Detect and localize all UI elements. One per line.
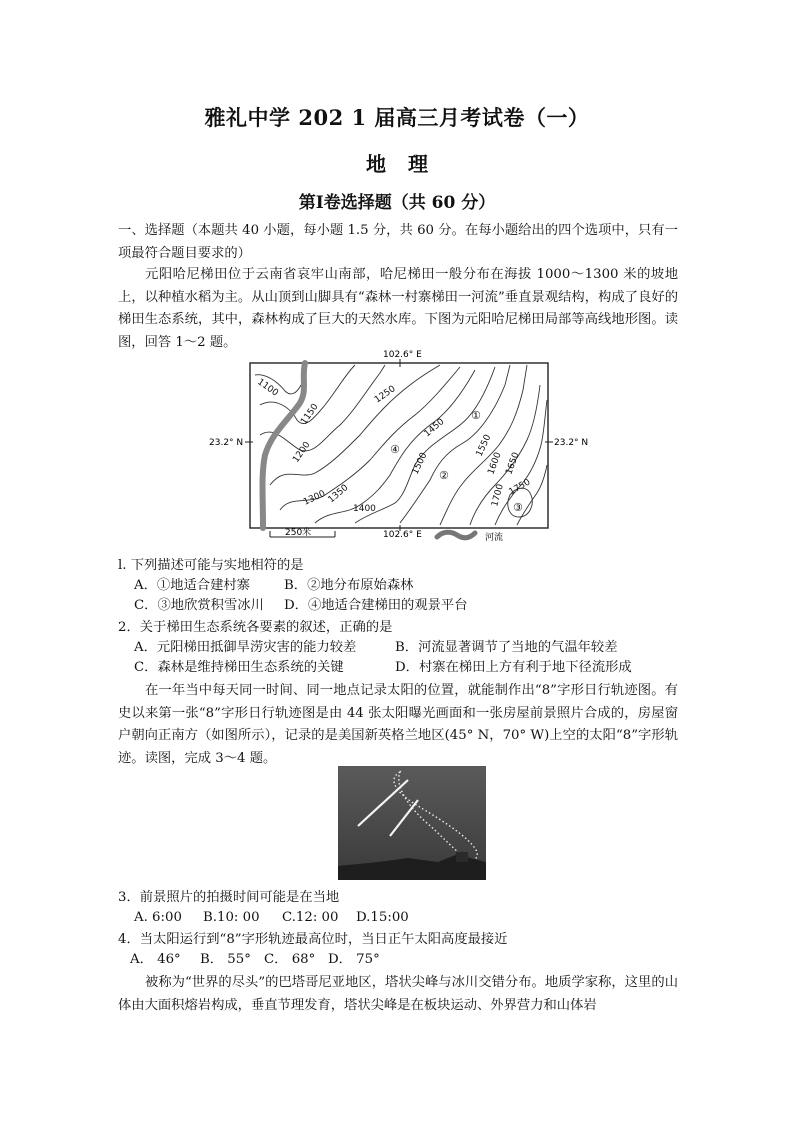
q2-option-c: C．森林是维持梯田生态系统的关键 (134, 660, 344, 675)
marker-4: ④ (390, 443, 400, 456)
q3-option-c: C.12: 00 (282, 910, 339, 925)
lat-label-left: 23.2° N (209, 438, 244, 448)
contour-label: 1700 (490, 483, 506, 508)
contour-map (205, 345, 600, 550)
subject-title: 地理 (366, 152, 450, 176)
contour-label: 1500 (410, 451, 430, 477)
contour-label: 1450 (422, 416, 447, 440)
contour-label: 1350 (326, 482, 351, 506)
q4-option-a: A． 46° (130, 952, 181, 967)
q3-stem: 3．前景照片的拍摄时间可能是在当地 (118, 890, 340, 905)
river-legend-symbol (437, 532, 475, 538)
q1-stem: l. 下列描述可能与实地相符的是 (118, 558, 304, 573)
q2-option-b: B．河流显著调节了当地的气温年较差 (395, 640, 618, 655)
lon-label-top: 102.6° E (383, 350, 422, 360)
contour-label: 1750 (507, 477, 533, 498)
contour-label: 1200 (291, 440, 313, 465)
contour-label: 1100 (255, 377, 280, 399)
contour-label: 1550 (474, 433, 494, 459)
contour-label: 1250 (372, 384, 398, 406)
q4-option-d: D． 75° (328, 952, 380, 967)
river-legend-label: 河流 (485, 533, 504, 543)
instructions: 一、选择题（本题共 40 小题，每小题 1.5 分，共 60 分。在每小题给出的四个选项中，只有一项最符合题目要求的） (118, 223, 678, 261)
marker-3: ③ (513, 501, 523, 514)
q4-stem: 4．当太阳运行到“8”字形轨迹最高位时，当日正午太阳高度最接近 (118, 932, 508, 947)
passage-3: 被称为“世界的尽头”的巴塔哥尼亚地区，塔状尖峰与冰川交错分布。地质学家称，这里的山体由大面积熔岩构成，垂直节理发育，塔状尖峰是在板块运动、外界营力和山体岩 (118, 975, 678, 1013)
q4-option-b: B． 55° (200, 952, 251, 967)
q1-option-c: C．③地欣赏积雪冰川 (134, 598, 264, 613)
lat-label-right: 23.2° N (554, 438, 589, 448)
scale-label: 250米 (285, 528, 312, 538)
q2-option-a: A．元阳梯田抵御旱涝灾害的能力较差 (134, 640, 357, 655)
passage-2: 在一年当中每天同一时间、同一地点记录太阳的位置，就能制作出“8”字形日行轨迹图。有史以来第一张“8”字形日行轨迹图是由 44 张太阳曝光画面和一张房屋前景照片合成的，房屋窗户朝向正南方（如图所示），记录的是美国新英格兰地区(45° N，70° W)上空的太阳“8”字形轨迹。读图，完成 3～4 题。 (118, 683, 678, 766)
q3-option-a: A. 6:00 (134, 910, 182, 925)
passage-1: 元阳哈尼梯田位于云南省哀牢山南部，哈尼梯田一般分布在海拔 1000～1300 米的坡地上，以种植水稻为主。从山顶到山脚具有“森林一村寨梯田一河流”垂直景观结构，构成了良好的梯田生态系统，其中，森林构成了巨大的天然水库。下图为元阳哈尼梯田局部等高线地形图。读图，回答 1～2 题。 (118, 267, 678, 350)
q1-option-d: D．④地适合建梯田的观景平台 (284, 598, 468, 613)
q1-option-a: A．①地适合建村寨 (134, 578, 250, 593)
marker-2: ② (439, 469, 449, 482)
lon-label-bottom: 102.6° E (383, 530, 422, 540)
contour-label: 1300 (302, 488, 328, 508)
q2-option-d: D．村寨在梯田上方有利于地下径流形成 (395, 660, 632, 675)
q3-option-d: D.15:00 (356, 910, 409, 925)
contour-label: 1150 (299, 402, 321, 427)
section-title: 第Ⅰ卷选择题（共 60 分） (298, 193, 496, 213)
contour-label: 1600 (486, 451, 504, 477)
q4-option-c: C． 68° (264, 952, 316, 967)
analemma-photo (338, 766, 486, 880)
q3-option-b: B.10: 00 (203, 910, 260, 925)
exam-title: 雅礼中学 202 1 届高三月考试卷（一） (204, 105, 590, 130)
q2-stem: 2．关于梯田生态系统各要素的叙述，正确的是 (118, 620, 393, 635)
contour-label: 1650 (504, 451, 522, 477)
q1-option-b: B．②地分布原始森林 (284, 578, 414, 593)
contour-label: 1400 (353, 504, 376, 514)
marker-1: ① (471, 409, 481, 422)
